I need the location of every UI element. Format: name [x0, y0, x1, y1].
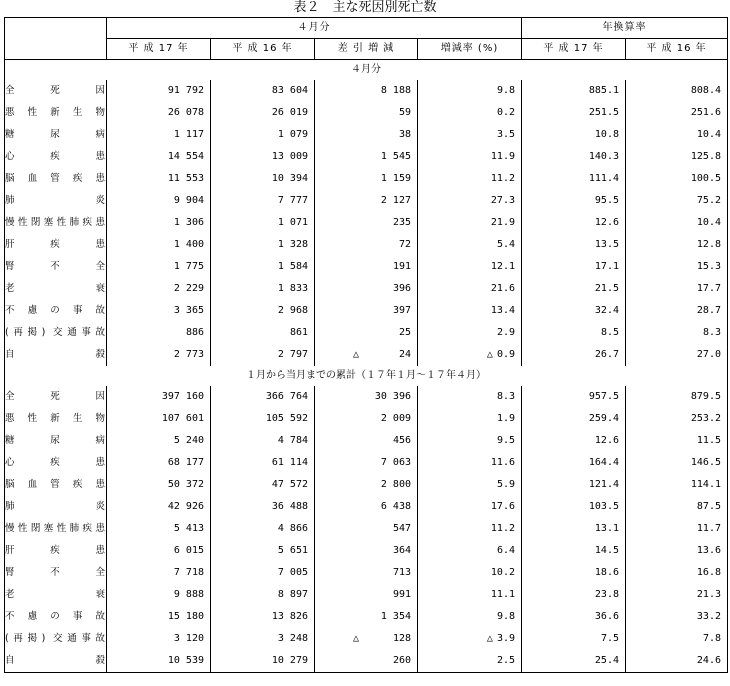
header-col-h16: 平 成 16 年	[211, 39, 315, 60]
cell-value: 6.4	[418, 540, 522, 562]
row-label: 悪性新生物	[5, 408, 107, 430]
header-group-april: ４月分	[107, 18, 522, 39]
cell-value: 260	[315, 650, 418, 673]
cell-value: 21.9	[418, 212, 522, 234]
cell-value: 10 279	[211, 650, 315, 673]
cell-value: 17.6	[418, 496, 522, 518]
header-group-annual: 年換算率	[522, 18, 728, 39]
cell-value: 13.6	[626, 540, 728, 562]
table-row	[5, 322, 728, 344]
cell-value: 7 718	[107, 562, 211, 584]
table-row	[5, 212, 728, 234]
cell-value: 59	[315, 102, 418, 124]
cell-value: 10 539	[107, 650, 211, 673]
cell-value: 75.2	[626, 190, 728, 212]
table-row	[5, 102, 728, 124]
header-col-rate: 増減率 (%)	[418, 39, 522, 60]
cell-negative	[418, 628, 522, 650]
row-label: 脳血管疾患	[5, 474, 107, 496]
cell-value: 10 394	[211, 168, 315, 190]
cell-value: 10.8	[522, 124, 626, 146]
cell-value: 7 063	[315, 452, 418, 474]
row-label: 腎不全	[5, 562, 107, 584]
cell-value: 36.6	[522, 606, 626, 628]
cell-value: 5.4	[418, 234, 522, 256]
cell-value: 2 127	[315, 190, 418, 212]
cell-value: 2 229	[107, 278, 211, 300]
cell-value: 47 572	[211, 474, 315, 496]
cell-value: 8.3	[418, 386, 522, 408]
cell-value: 10.2	[418, 562, 522, 584]
cell-value: 7.5	[522, 628, 626, 650]
cell-value: 3.9	[496, 633, 515, 644]
table-row	[5, 518, 728, 540]
cell-value: 251.5	[522, 102, 626, 124]
section-header	[5, 60, 728, 81]
cell-value: 15.3	[626, 256, 728, 278]
cell-value: 1 328	[211, 234, 315, 256]
cell-value: 9.5	[418, 430, 522, 452]
cell-negative	[418, 344, 522, 366]
row-label: 心疾患	[5, 452, 107, 474]
cell-value: 3 365	[107, 300, 211, 322]
cell-value: 15 180	[107, 606, 211, 628]
cell-value: 26.7	[522, 344, 626, 366]
cell-value: 24.6	[626, 650, 728, 673]
cell-value: 0.2	[418, 102, 522, 124]
cell-value: 16.8	[626, 562, 728, 584]
table-row	[5, 344, 728, 366]
cell-value: 2 800	[315, 474, 418, 496]
cell-value: 27.0	[626, 344, 728, 366]
cell-value: 164.4	[522, 452, 626, 474]
cell-value: 28.7	[626, 300, 728, 322]
cell-value: 11 553	[107, 168, 211, 190]
cell-value: 61 114	[211, 452, 315, 474]
cell-value: 72	[315, 234, 418, 256]
cell-value: 11.6	[418, 452, 522, 474]
cell-value: 885.1	[522, 80, 626, 102]
row-label: 心疾患	[5, 146, 107, 168]
cell-value: 36 488	[211, 496, 315, 518]
cell-value: 25.4	[522, 650, 626, 673]
cell-value: 21.6	[418, 278, 522, 300]
table-row	[5, 584, 728, 606]
cell-value: 191	[315, 256, 418, 278]
cell-value: 2.5	[418, 650, 522, 673]
table-row	[5, 540, 728, 562]
cell-value: 2 968	[211, 300, 315, 322]
cell-value: 114.1	[626, 474, 728, 496]
cell-negative	[315, 628, 418, 650]
decrease-mark: △	[486, 349, 493, 360]
cell-value: 95.5	[522, 190, 626, 212]
cell-value: 13.5	[522, 234, 626, 256]
cell-value: 13 009	[211, 146, 315, 168]
table-row	[5, 386, 728, 408]
cell-value: 5 651	[211, 540, 315, 562]
table-row	[5, 168, 728, 190]
cell-value: 12.6	[522, 212, 626, 234]
row-label: 腎不全	[5, 256, 107, 278]
cell-value: 808.4	[626, 80, 728, 102]
table-row	[5, 650, 728, 673]
row-label: 不慮の事故	[5, 300, 107, 322]
cell-value: 26 019	[211, 102, 315, 124]
table-row	[5, 496, 728, 518]
header-row-groups	[5, 18, 728, 39]
cell-value: 713	[315, 562, 418, 584]
cell-value: 11.2	[418, 518, 522, 540]
cell-value: 6 438	[315, 496, 418, 518]
cell-value: 1 079	[211, 124, 315, 146]
cell-value: 11.5	[626, 430, 728, 452]
table-row	[5, 474, 728, 496]
decrease-mark: △	[353, 349, 360, 360]
cell-value: 121.4	[522, 474, 626, 496]
cell-value: 8 188	[315, 80, 418, 102]
row-label: 自殺	[5, 650, 107, 673]
decrease-mark: △	[486, 633, 493, 644]
cell-value: 12.8	[626, 234, 728, 256]
cell-value: 1 071	[211, 212, 315, 234]
row-label: 糖尿病	[5, 124, 107, 146]
cell-value: 26 078	[107, 102, 211, 124]
row-label: 自殺	[5, 344, 107, 366]
cell-value: 1 159	[315, 168, 418, 190]
cell-value: 396	[315, 278, 418, 300]
row-label: 全死因	[5, 386, 107, 408]
cell-value: 253.2	[626, 408, 728, 430]
cell-value: 1 833	[211, 278, 315, 300]
cell-value: 366 764	[211, 386, 315, 408]
header-col-annual-h17: 平 成 17 年	[522, 39, 626, 60]
cell-value: 1.9	[418, 408, 522, 430]
section-title: １月から当月までの累計（１７年１月～１７年４月）	[5, 366, 728, 386]
row-label: 老衰	[5, 278, 107, 300]
cell-value: 38	[315, 124, 418, 146]
row-label: 慢性閉塞性肺疾患	[5, 518, 107, 540]
cell-value: 1 775	[107, 256, 211, 278]
cell-value: 364	[315, 540, 418, 562]
header-col-annual-h16: 平 成 16 年	[626, 39, 728, 60]
cell-value: 886	[107, 322, 211, 344]
cell-value: 861	[211, 322, 315, 344]
cell-value: 397 160	[107, 386, 211, 408]
cell-value: 17.7	[626, 278, 728, 300]
cell-value: 103.5	[522, 496, 626, 518]
cell-value: 8.3	[626, 322, 728, 344]
table-row	[5, 408, 728, 430]
cell-value: 107 601	[107, 408, 211, 430]
cell-value: 13 826	[211, 606, 315, 628]
table-row	[5, 452, 728, 474]
cell-value: 991	[315, 584, 418, 606]
cell-value: 87.5	[626, 496, 728, 518]
cell-value: 1 354	[315, 606, 418, 628]
cell-value: 9.8	[418, 606, 522, 628]
row-label: 肝疾患	[5, 540, 107, 562]
cell-value: 456	[315, 430, 418, 452]
cell-value: 1 584	[211, 256, 315, 278]
cell-value: 27.3	[418, 190, 522, 212]
row-label: 肺炎	[5, 496, 107, 518]
cell-value: 11.2	[418, 168, 522, 190]
cell-value: 8.5	[522, 322, 626, 344]
row-label: 糖尿病	[5, 430, 107, 452]
cell-value: 100.5	[626, 168, 728, 190]
cell-value: 12.6	[522, 430, 626, 452]
row-label: 不慮の事故	[5, 606, 107, 628]
cell-value: 23.8	[522, 584, 626, 606]
cell-value: 42 926	[107, 496, 211, 518]
row-label: 肝疾患	[5, 234, 107, 256]
cell-value: 1 400	[107, 234, 211, 256]
cell-value: 30 396	[315, 386, 418, 408]
cell-value: 879.5	[626, 386, 728, 408]
cell-value: 33.2	[626, 606, 728, 628]
cell-value: 1 306	[107, 212, 211, 234]
cell-value: 5 240	[107, 430, 211, 452]
cell-value: 111.4	[522, 168, 626, 190]
cell-value: 2 009	[315, 408, 418, 430]
cell-value: 9.8	[418, 80, 522, 102]
table-row	[5, 628, 728, 650]
cell-negative	[315, 344, 418, 366]
cell-value: 32.4	[522, 300, 626, 322]
cell-value: 25	[315, 322, 418, 344]
row-label: 悪性新生物	[5, 102, 107, 124]
cell-value: 3 120	[107, 628, 211, 650]
cell-value: 3.5	[418, 124, 522, 146]
cell-value: 1 545	[315, 146, 418, 168]
cell-value: 397	[315, 300, 418, 322]
cell-value: 14.5	[522, 540, 626, 562]
cell-value: 21.3	[626, 584, 728, 606]
cell-value: 21.5	[522, 278, 626, 300]
cell-value: 68 177	[107, 452, 211, 474]
cell-value: 235	[315, 212, 418, 234]
cell-value: 125.8	[626, 146, 728, 168]
cell-value: 14 554	[107, 146, 211, 168]
table-title: 表２ 主な死因別死亡数	[293, 0, 437, 15]
cell-value: 5 413	[107, 518, 211, 540]
cell-value: 1 117	[107, 124, 211, 146]
cell-value: 50 372	[107, 474, 211, 496]
table-row	[5, 146, 728, 168]
cell-value: 24	[398, 349, 411, 360]
row-label: 慢性閉塞性肺疾患	[5, 212, 107, 234]
row-label: 肺炎	[5, 190, 107, 212]
table-row	[5, 278, 728, 300]
row-label: 脳血管疾患	[5, 168, 107, 190]
table-row	[5, 190, 728, 212]
cell-value: 2 773	[107, 344, 211, 366]
cell-value: 10.4	[626, 212, 728, 234]
header-col-h17: 平 成 17 年	[107, 39, 211, 60]
cell-value: 251.6	[626, 102, 728, 124]
table-row	[5, 80, 728, 102]
mortality-table	[4, 17, 728, 673]
cell-value: 91 792	[107, 80, 211, 102]
header-col-diff: 差 引 増 減	[315, 39, 418, 60]
header-row-columns	[5, 39, 728, 60]
cell-value: 18.6	[522, 562, 626, 584]
row-label: 全死因	[5, 80, 107, 102]
section-title: ４月分	[5, 60, 728, 81]
table-row	[5, 430, 728, 452]
cell-value: 140.3	[522, 146, 626, 168]
cell-value: 4 866	[211, 518, 315, 540]
table-row	[5, 562, 728, 584]
table-row	[5, 234, 728, 256]
cell-value: 83 604	[211, 80, 315, 102]
table-row	[5, 606, 728, 628]
table-row	[5, 300, 728, 322]
decrease-mark: △	[353, 633, 360, 644]
cell-value: 146.5	[626, 452, 728, 474]
cell-value: 12.1	[418, 256, 522, 278]
cell-value: 2.9	[418, 322, 522, 344]
cell-value: 5.9	[418, 474, 522, 496]
cell-value: 4 784	[211, 430, 315, 452]
cell-value: 7 777	[211, 190, 315, 212]
cell-value: 8 897	[211, 584, 315, 606]
cell-value: 7 005	[211, 562, 315, 584]
cell-value: 259.4	[522, 408, 626, 430]
cell-value: 6 015	[107, 540, 211, 562]
cell-value: 10.4	[626, 124, 728, 146]
table-row	[5, 124, 728, 146]
row-label: (再掲) 交通事故	[5, 322, 107, 344]
table-row	[5, 256, 728, 278]
cell-value: 9 888	[107, 584, 211, 606]
cell-value: 11.7	[626, 518, 728, 540]
cell-value: 13.1	[522, 518, 626, 540]
cell-value: 0.9	[496, 349, 515, 360]
cell-value: 17.1	[522, 256, 626, 278]
cell-value: 9 904	[107, 190, 211, 212]
cell-value: 13.4	[418, 300, 522, 322]
cell-value: 11.9	[418, 146, 522, 168]
section-header	[5, 366, 728, 386]
cell-value: 2 797	[211, 344, 315, 366]
row-label: 老衰	[5, 584, 107, 606]
cell-value: 957.5	[522, 386, 626, 408]
cell-value: 105 592	[211, 408, 315, 430]
cell-value: 547	[315, 518, 418, 540]
cell-value: 128	[392, 633, 411, 644]
cell-value: 3 248	[211, 628, 315, 650]
header-corner	[5, 18, 107, 60]
cell-value: 11.1	[418, 584, 522, 606]
row-label: (再掲) 交通事故	[5, 628, 107, 650]
cell-value: 7.8	[626, 628, 728, 650]
